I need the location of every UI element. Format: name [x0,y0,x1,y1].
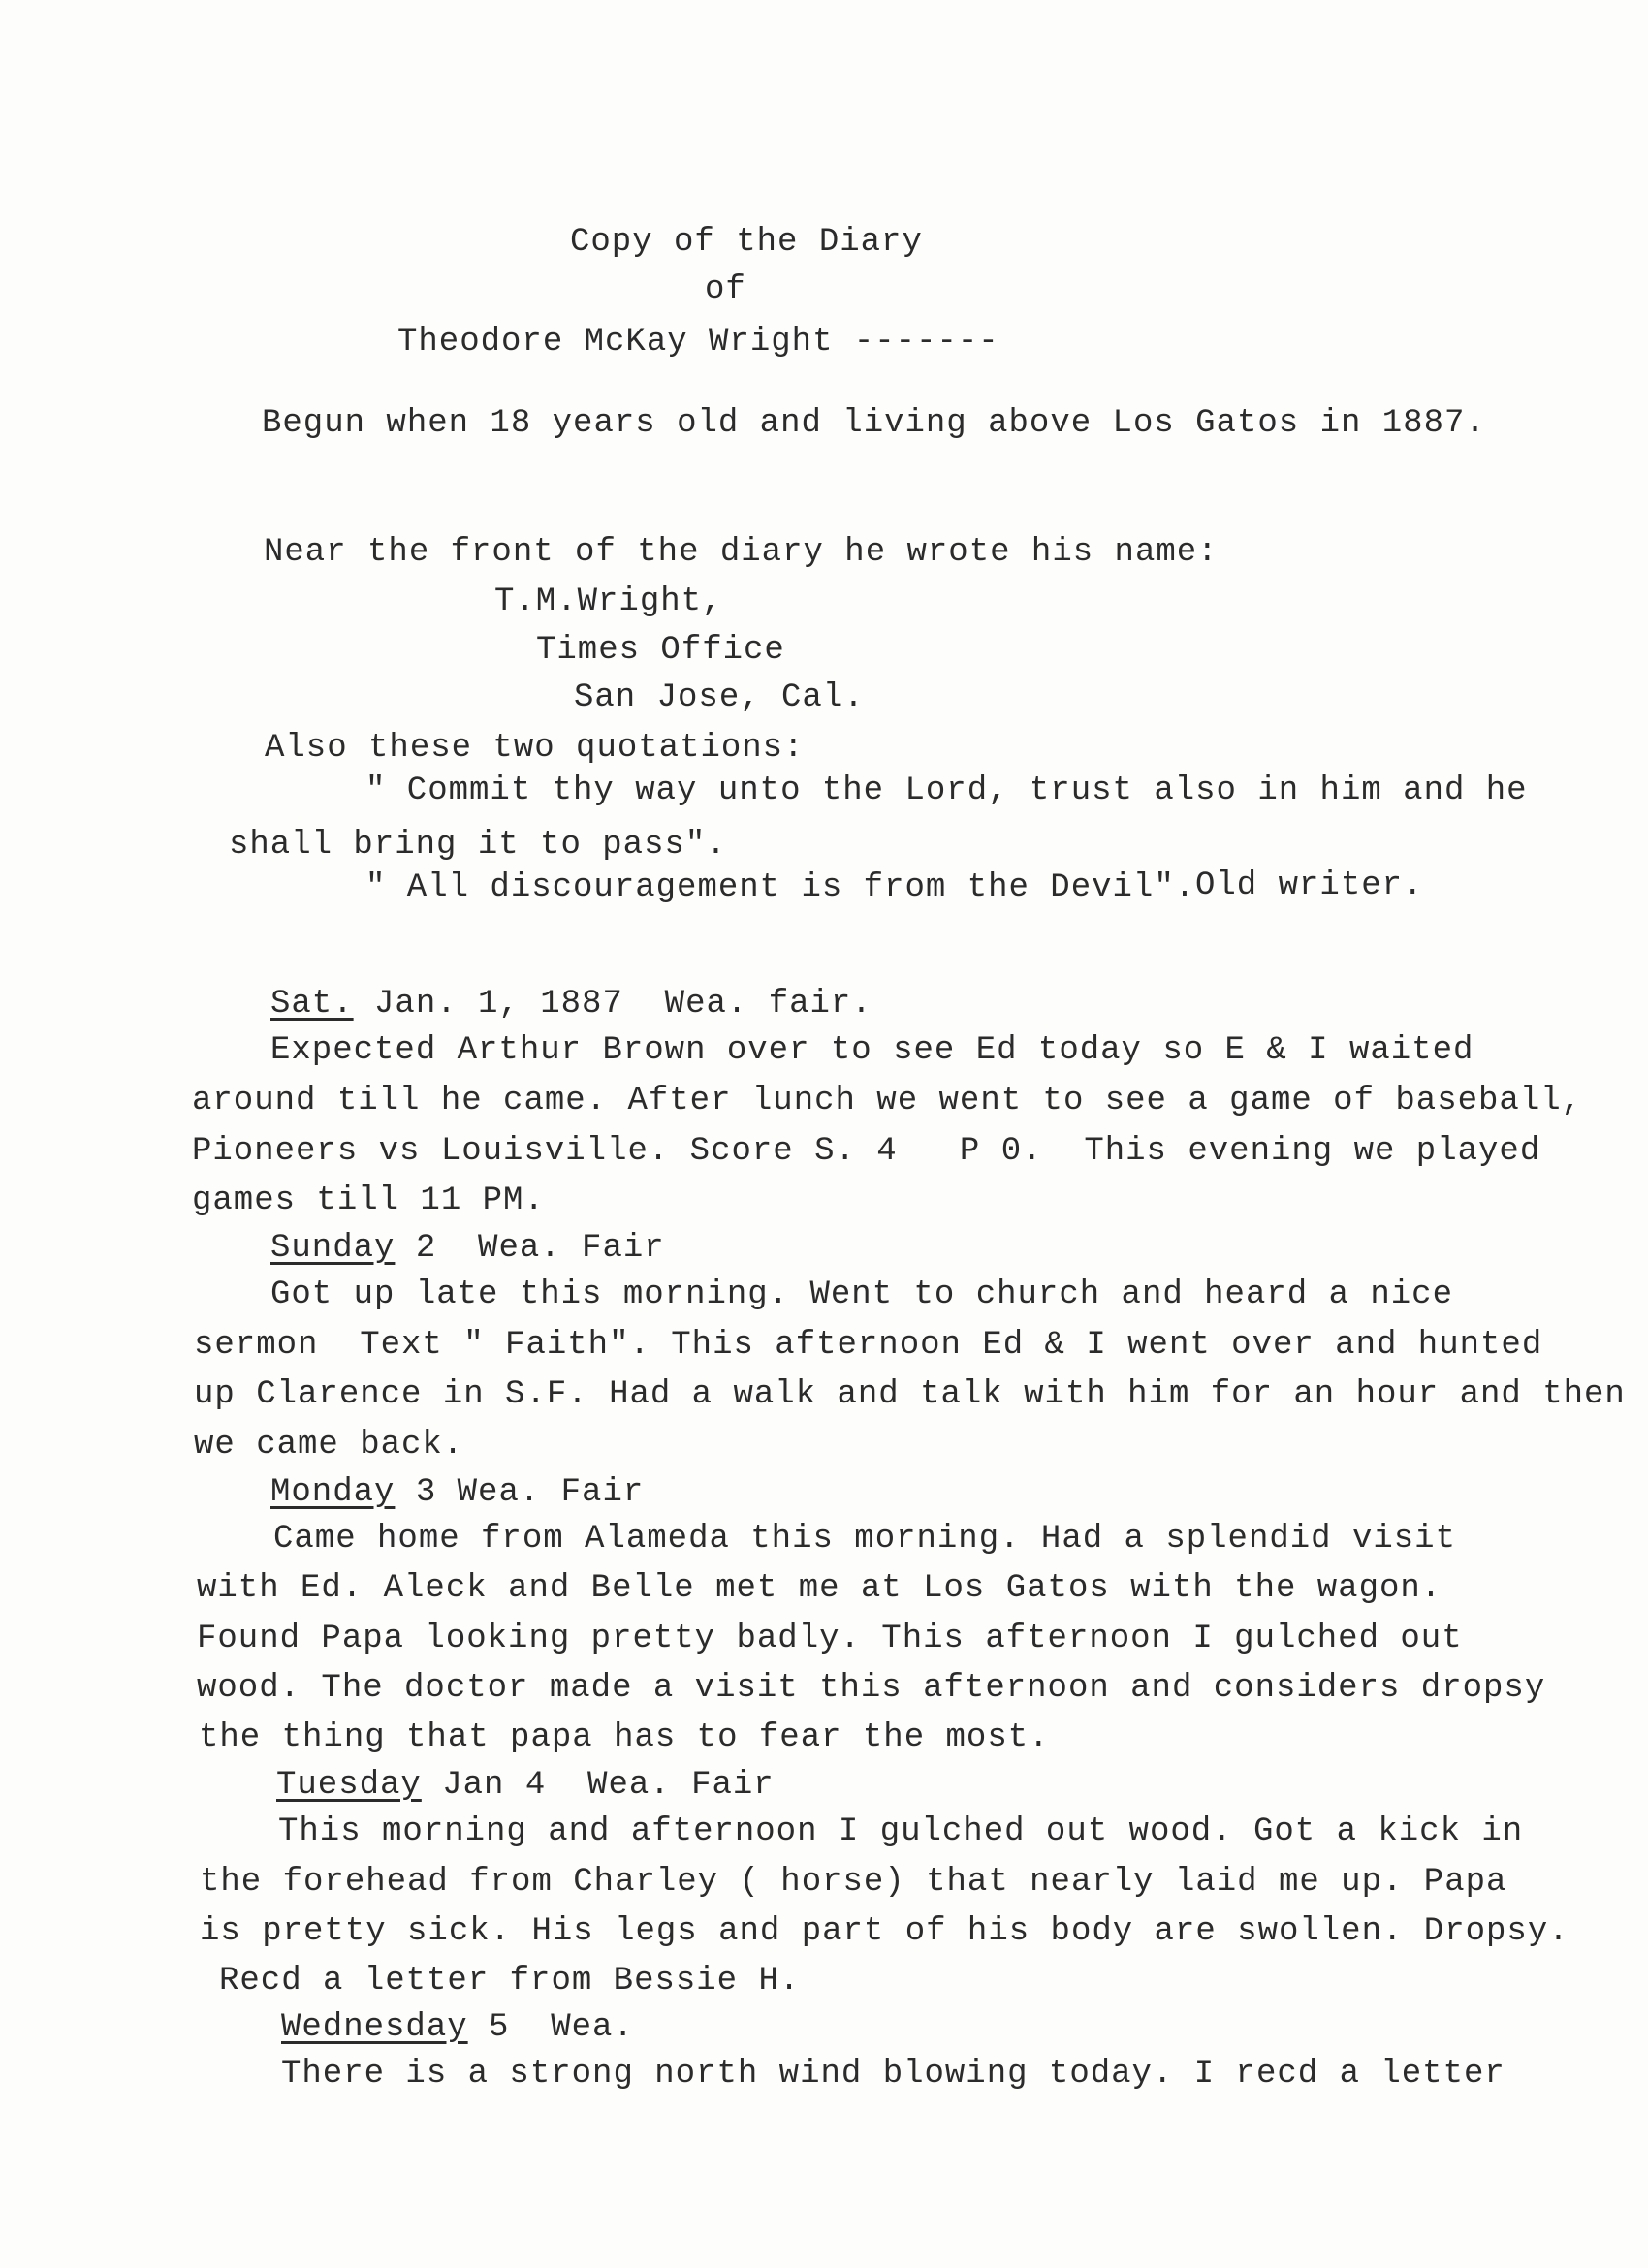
front-note-office: Times Office [536,632,785,669]
entry-line: This morning and afternoon I gulched out wood. Got a kick in [278,1813,1524,1850]
entry-heading [270,1229,665,1268]
title-line-2: of [705,271,746,308]
quote-2: " All discouragement is from the Devil". [365,869,1196,906]
entry-line: up Clarence in S.F. Had a walk and talk with him for an hour and then [194,1376,1626,1413]
entry-line: Got up late this morning. Went to church and heard a nice [270,1276,1453,1313]
entry-heading-rest: 2 Wea. Fair [395,1230,665,1267]
entry-line: Expected Arthur Brown over to see Ed today so E & I waited [270,1032,1474,1069]
entry-day: Wednesday [281,2009,468,2046]
entry-heading-rest: 5 Wea. [467,2009,634,2046]
entry-line: the forehead from Charley ( horse) that nearly laid me up. Papa [200,1864,1507,1901]
title-line-1: Copy of the Diary [570,224,923,261]
entry-line: Found Papa looking pretty badly. This afternoon I gulched out [197,1621,1463,1657]
front-note-name: T.M.Wright, [494,583,723,620]
quote-1-line-2: shall bring it to pass". [229,827,727,864]
quote-1-line-1: " Commit thy way unto the Lord, trust also in him and he [365,772,1528,809]
entry-line: we came back. [194,1427,464,1464]
entry-line: There is a strong north wind blowing today. I recd a letter [281,2056,1505,2093]
entry-line: with Ed. Aleck and Belle met me at Los Gatos with the wagon. [197,1570,1442,1607]
entry-heading [281,2008,634,2047]
entry-heading [276,1766,775,1805]
quote-2-attribution: Old writer. [1195,867,1424,904]
entry-heading [270,1473,644,1512]
entry-line: around till he came. After lunch we went to see a game of baseball, [192,1083,1583,1119]
entry-line: games till 11 PM. [192,1182,545,1219]
subtitle: Begun when 18 years old and living above Los Gatos in 1887. [262,405,1486,442]
front-note-city: San Jose, Cal. [574,679,865,716]
entry-heading [270,985,872,1024]
title-line-3: Theodore McKay Wright ------- [397,324,999,361]
entry-heading-rest: Jan 4 Wea. Fair [421,1767,775,1804]
entry-line: wood. The doctor made a visit this afternoon and considers dropsy [197,1670,1546,1707]
entry-day: Sunday [270,1230,396,1267]
entry-line: Came home from Alameda this morning. Had a splendid visit [273,1521,1456,1558]
entry-heading-rest: Jan. 1, 1887 Wea. fair. [353,986,872,1023]
entry-heading-rest: 3 Wea. Fair [395,1474,645,1511]
entry-line: sermon Text " Faith". This afternoon Ed & I went over and hunted [194,1327,1543,1364]
entry-day: Sat. [270,986,354,1023]
entry-line: Pioneers vs Louisville. Score S. 4 P 0. This evening we played [192,1133,1541,1170]
entry-day: Tuesday [276,1767,422,1804]
quotes-intro: Also these two quotations: [265,730,805,767]
entry-day: Monday [270,1474,396,1511]
entry-line: the thing that papa has to fear the most. [199,1719,1050,1756]
front-note-intro: Near the front of the diary he wrote his name: [264,534,1219,571]
entry-line: is pretty sick. His legs and part of his body are swollen. Dropsy. [200,1913,1569,1950]
entry-line: Recd a letter from Bessie H. [219,1963,801,2000]
